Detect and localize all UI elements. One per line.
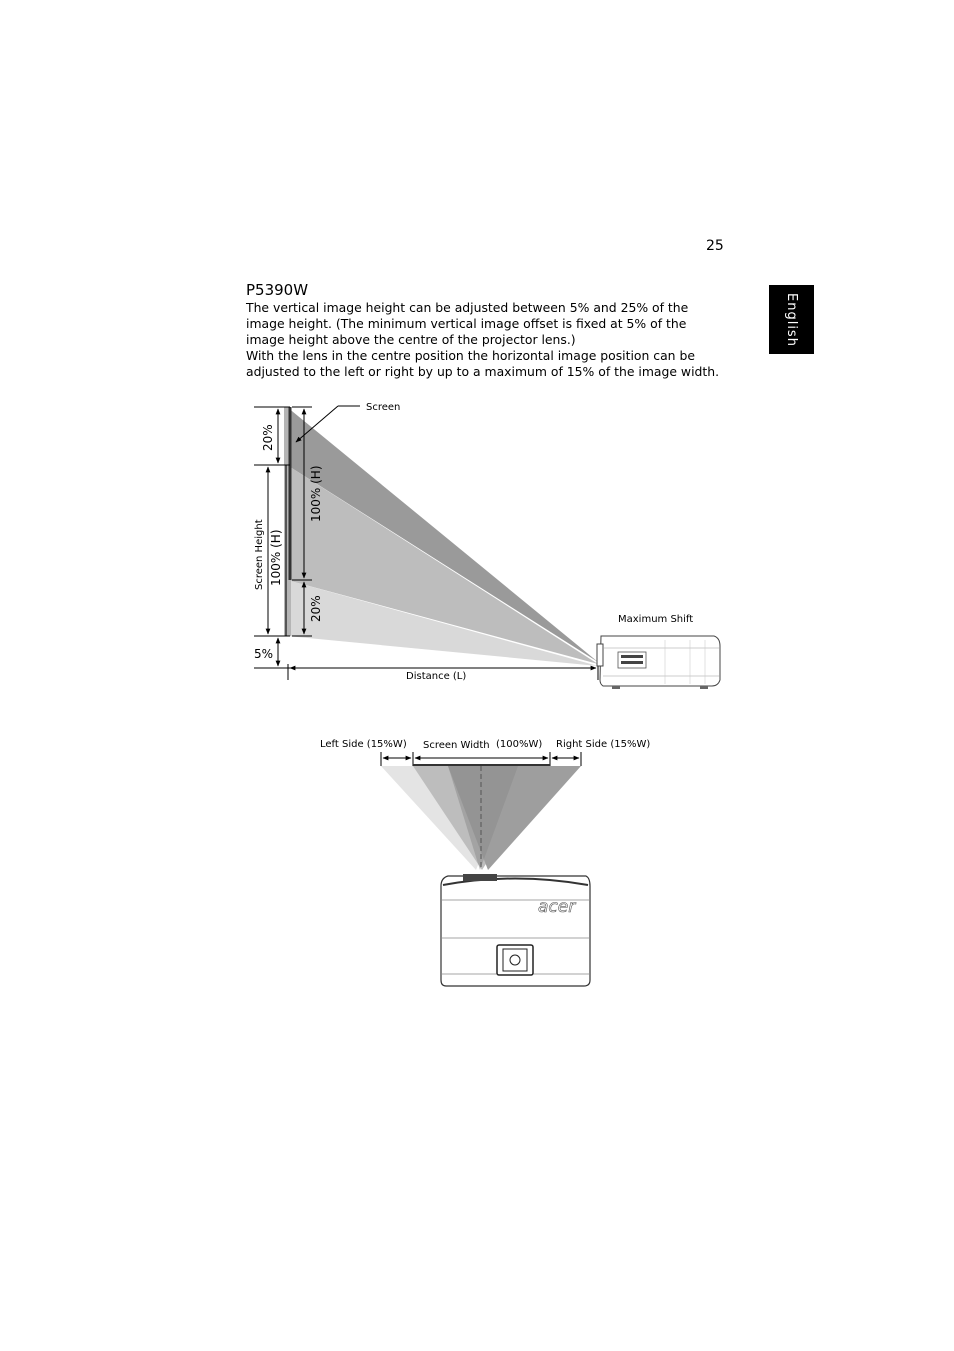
screen-width-percent-label: (100%W)	[496, 739, 543, 750]
page-number: 25	[706, 238, 724, 254]
bottom-offset-label: 20%	[309, 595, 323, 622]
maximum-shift-label: Maximum Shift	[618, 614, 694, 625]
side-view-diagram	[254, 402, 720, 689]
section-heading: P5390W	[246, 281, 309, 299]
screen-label: Screen	[366, 402, 401, 413]
screen-height-label: Screen Height	[254, 519, 265, 590]
screen-width-label: Screen Width	[423, 740, 490, 751]
left-side-label: Left Side (15%W)	[320, 739, 407, 750]
language-tab-label: English	[784, 292, 799, 347]
top-view-diagram	[320, 739, 650, 986]
image-height-left-label: 100% (H)	[269, 529, 283, 586]
acer-logo: acer	[538, 897, 576, 917]
projector-top-icon	[441, 874, 590, 986]
paragraph-horizontal: With the lens in the centre position the horizontal image position can be adjusted to the left or right by up to a maximum of 15% of the image width.	[246, 348, 720, 379]
distance-label: Distance (L)	[406, 671, 467, 682]
top-offset-label: 20%	[261, 424, 275, 451]
paragraph-vertical: The vertical image height can be adjusted between 5% and 25% of the image height. (The minimum vertical image offset is fixed at 5% of the image height above the centre of the projector lens.)	[246, 300, 689, 347]
image-height-right-label: 100% (H)	[309, 465, 323, 522]
right-side-label: Right Side (15%W)	[556, 739, 651, 750]
minimum-offset-label: 5%	[254, 647, 274, 661]
projector-side-icon	[597, 636, 720, 689]
